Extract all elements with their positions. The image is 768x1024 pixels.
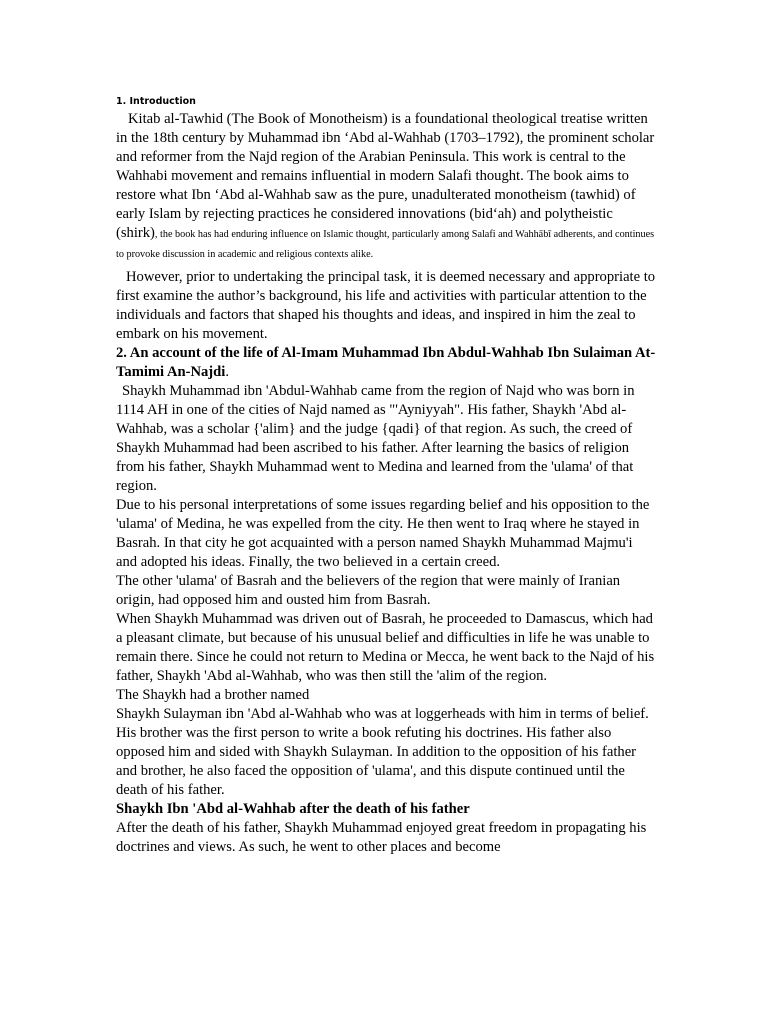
section-heading-2-title: 2. An account of the life of Al-Imam Muhammad Ibn Abdul-Wahhab Ibn Sulaiman At-Tamimi An-Najdi [116, 345, 656, 380]
medina-paragraph: Due to his personal interpretations of some issues regarding belief and his opposition to the 'ulama' of Medina, he was expelled from the city. He then went to Iraq where he stayed in Basrah. In that city he got acquainted with a person named Shaykh Muhammad Majmu'i and adopted his ideas. Finally, the two believed in a certain creed. [116, 497, 650, 570]
intro-paragraph [116, 110, 656, 264]
basrah-paragraph: The other 'ulama' of Basrah and the believers of the region that were mainly of Iranian origin, had opposed him and ousted him from Basrah. [116, 573, 621, 608]
document-page [116, 95, 656, 857]
section-label: 1. Introduction [116, 96, 196, 107]
section-heading-3: Shaykh Ibn 'Abd al-Wahhab after the death of his father [116, 801, 470, 817]
after-death-paragraph: After the death of his father, Shaykh Muhammad enjoyed great freedom in propagating his doctrines and views. As such, he went to other places and become [116, 820, 647, 855]
damascus-paragraph: When Shaykh Muhammad was driven out of Basrah, he proceeded to Damascus, which had a pleasant climate, but because of his unusual belief and difficulties in life he was unable to remain there. Since he could not return to Medina or Mecca, he went back to the Najd of his father, Shaykh 'Abd al-Wahhab, who was then still the 'alim of the region. [116, 611, 655, 684]
section-heading-2-tail: . [225, 364, 229, 380]
section-heading-2 [116, 344, 656, 382]
however-paragraph: However, prior to undertaking the principal task, it is deemed necessary and appropriate to first examine the author’s background, his life and activities with particular attention to the individuals and factors that shaped his thoughts and ideas, and inspired in him the zeal to embark on his movement. [116, 269, 656, 342]
sulayman-paragraph: Shaykh Sulayman ibn 'Abd al-Wahhab who was at loggerheads with him in terms of belief. His brother was the first person to write a book refuting his doctrines. His father also opposed him and sided with Shaykh Sulayman. In addition to the opposition of his father and brother, he also faced the opposition of 'ulama', and this dispute continued until the death of his father. [116, 706, 649, 798]
intro-main-text: Kitab al-Tawhid (The Book of Monotheism) is a foundational theological treatise written in the 18th century by Muhammad ibn ‘Abd al-Wahhab (1703–1792), the prominent scholar and reformer from the Najd region of the Arabian Peninsula. This work is central to the Wahhabi movement and remains influential in modern Salafi thought. The book aims to restore what Ibn ‘Abd al-Wahhab saw as the pure, unadulterated monotheism (tawhid) of early Islam by rejecting practices he considered innovations (bid‘ah) and polytheistic (shirk) [116, 111, 655, 241]
brother-line: The Shaykh had a brother named [116, 687, 310, 703]
intro-small-text: , the book has had enduring influence on Islamic thought, particularly among Salafi and Wahhābī adherents, and continues to provoke discussion in academic and religious contexts alike. [116, 229, 655, 260]
born-paragraph: Shaykh Muhammad ibn 'Abdul-Wahhab came from the region of Najd who was born in 1114 AH in one of the cities of Najd named as "'Ayniyyah". His father, Shaykh 'Abd al-Wahhab, was a scholar {'alim} and the judge {qadi} of that region. As such, the creed of Shaykh Muhammad had been ascribed to his father. After learning the basics of religion from his father, Shaykh Muhammad went to Medina and learned from the 'ulama' of that region. [116, 383, 635, 494]
